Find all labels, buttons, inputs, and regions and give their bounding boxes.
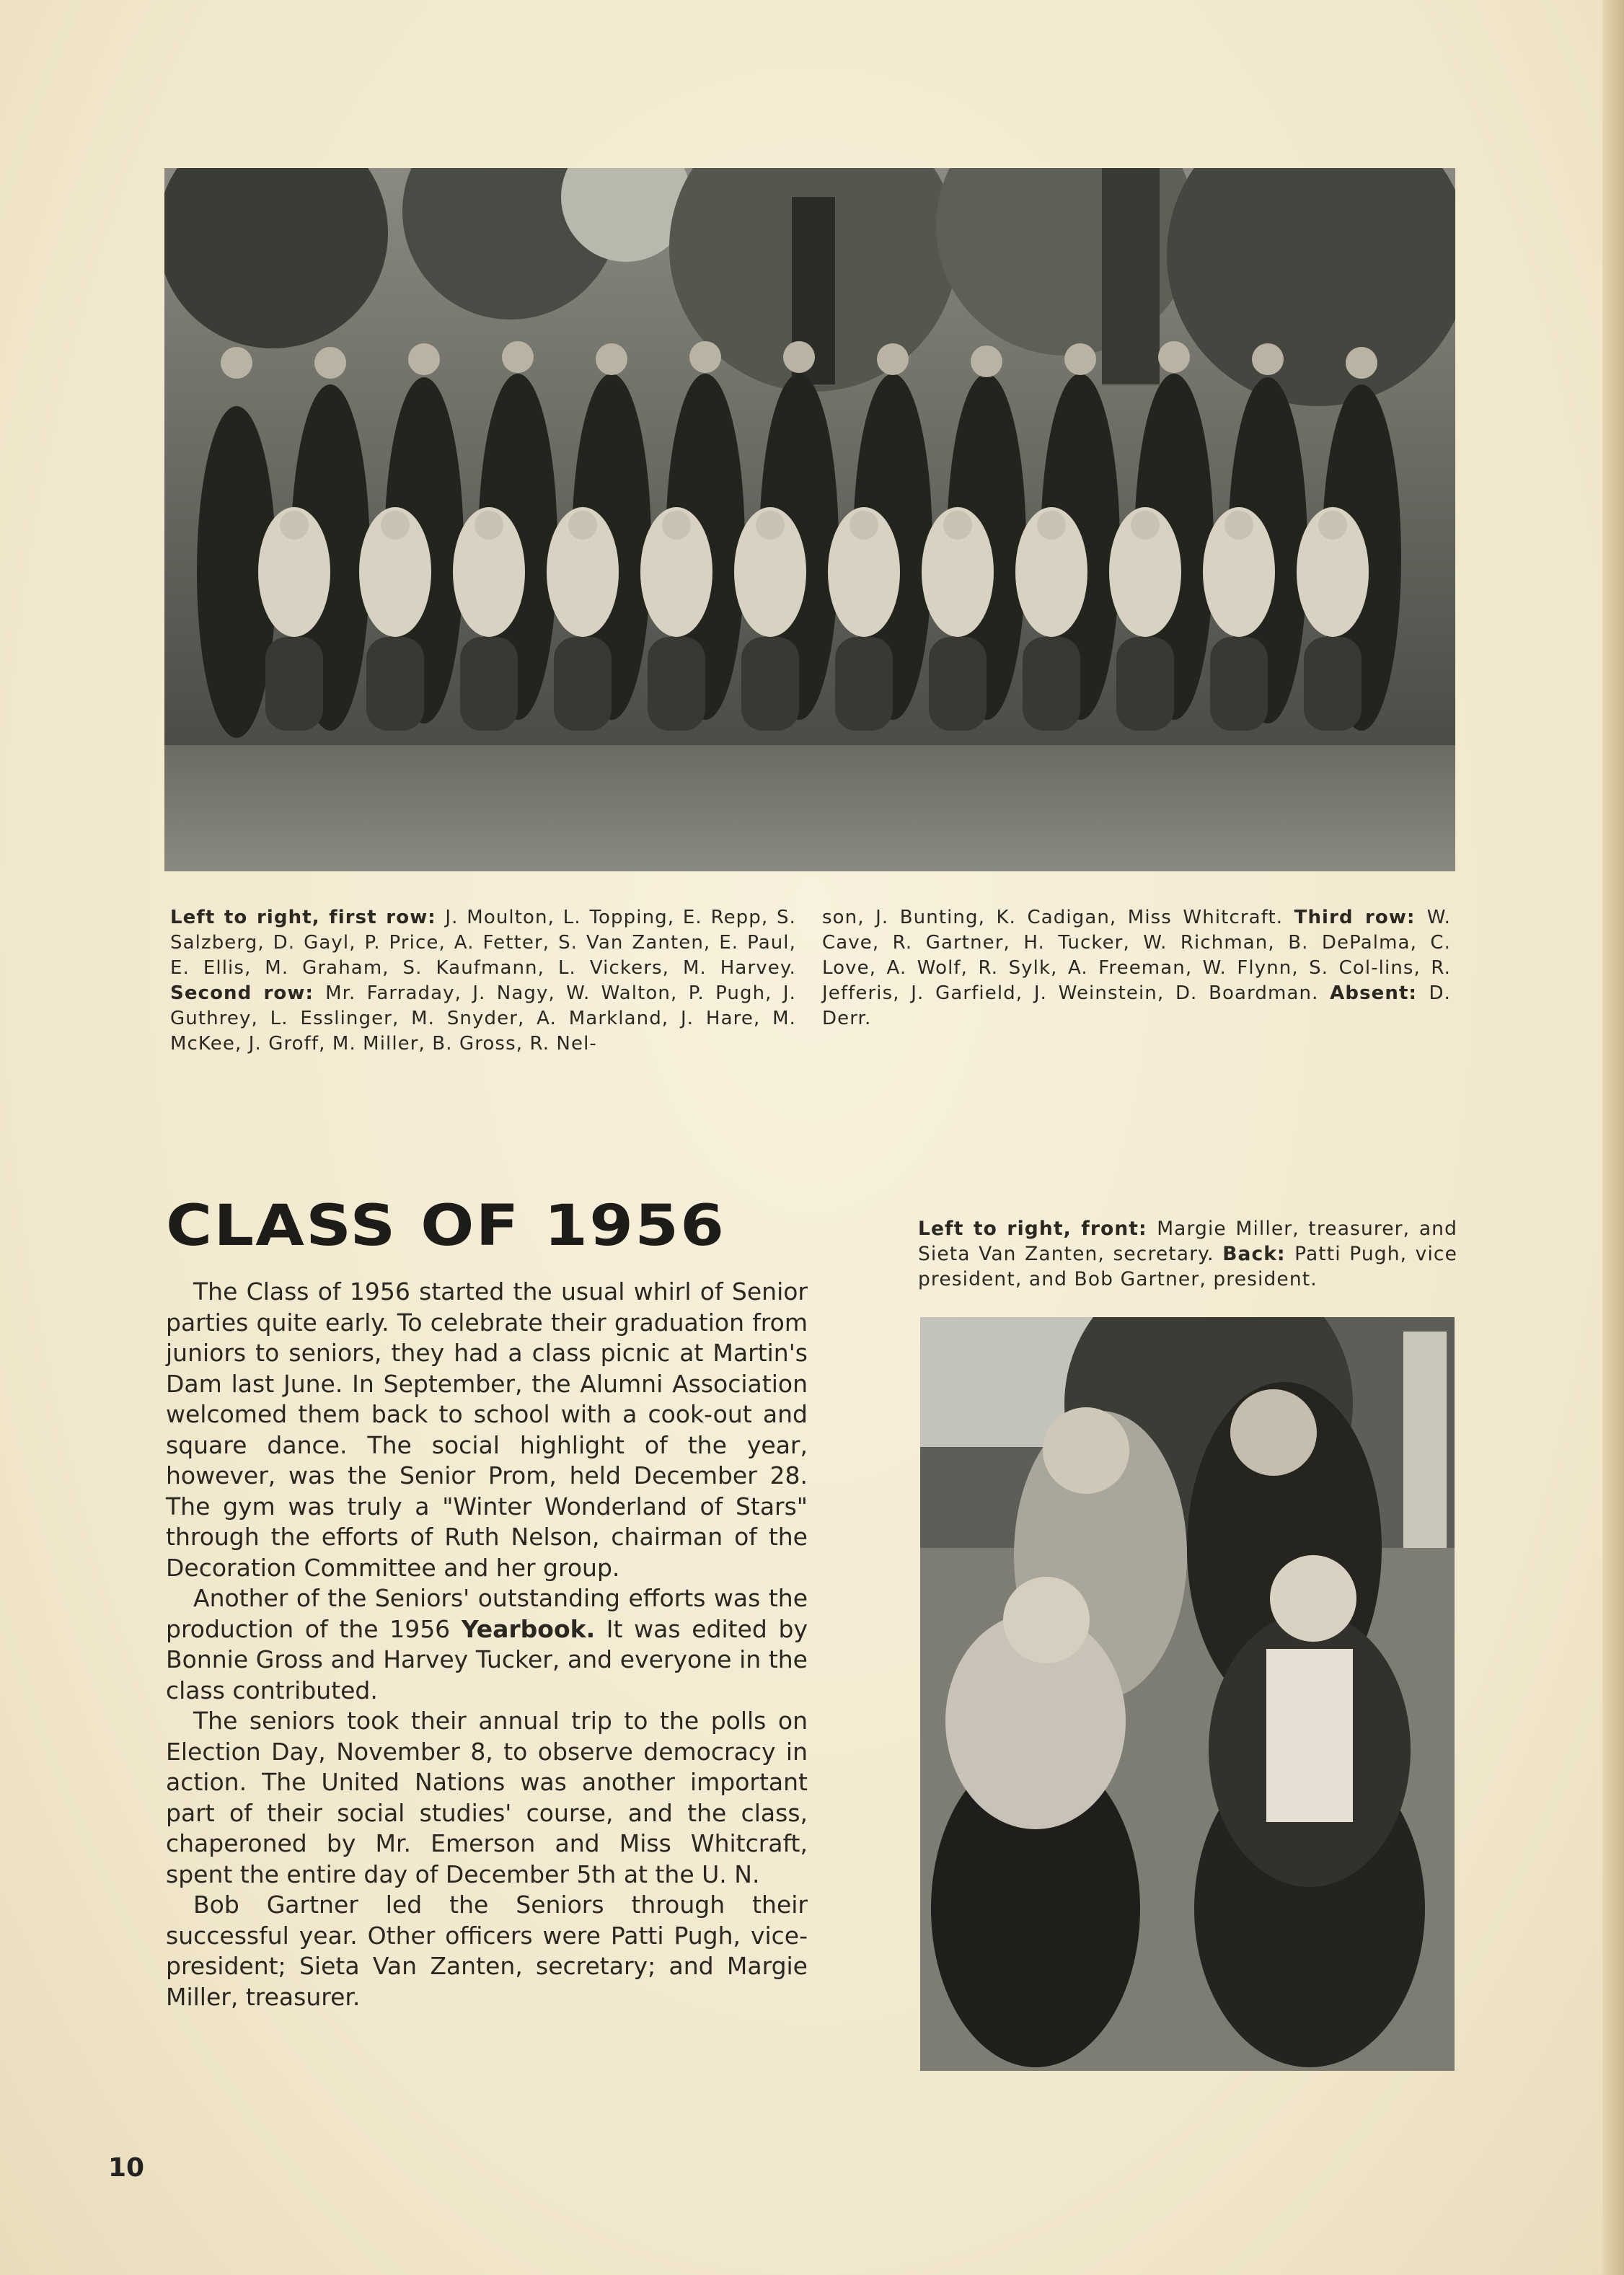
group-photo-caption-col1: Left to right, first row: J. Moulton, L. Topping, E. Repp, S. Salzberg, D. Gayl, P. Price, A. Fetter, S. Van Zanten, E. Paul, E. Ellis, M. Graham, S. Kaufmann, L. Vickers, M. Harvey. Second row: Mr. Farraday, J. Nagy, W. Walton, P. Pugh, J. Guthrey, L. Esslinger, M. Snyder, A. Markland, J. Hare, M. McKee, J. Groff, M. Miller, B. Gross, R. Nel- — [170, 907, 796, 1055]
officers-photo — [920, 1317, 1455, 2071]
article-paragraph: Another of the Seniors' outstanding efforts was the production of the 1956 Yearbook. It was edited by Bonnie Gross and Harvey Tucker, and everyone in the class contributed. — [166, 1584, 808, 1704]
article-paragraph: Bob Gartner led the Seniors through their successful year. Other officers were Patti Pugh, vice-president; Sieta Van Zanten, secretary; and Margie Miller, treasurer. — [166, 1891, 808, 2011]
officers-photo-caption: Left to right, front: Margie Miller, treasurer, and Sieta Van Zanten, secretary. Back: Patti Pugh, vice president, and Bob Gartner, president. — [918, 1218, 1458, 1290]
bold-label: Left to right, front: — [918, 1218, 1157, 1240]
bold-label: Third row: — [1294, 907, 1427, 928]
page-edge-shadow — [1602, 0, 1624, 2275]
article-heading: CLASS OF 1956 — [166, 1194, 726, 1259]
group-photo — [164, 168, 1455, 871]
article-body — [166, 1277, 808, 2012]
bold-label: Left to right, first row: — [170, 907, 446, 928]
bold-label: Yearbook. — [461, 1614, 596, 1643]
group-photo-caption-col2: son, J. Bunting, K. Cadigan, Miss Whitcraft. Third row: W. Cave, R. Gartner, H. Tucker, W. Richman, B. DePalma, C. Love, A. Wolf, R. Sylk, A. Freeman, W. Flynn, S. Col-lins, R. Jefferis, J. Garfield, J. Weinstein, D. Boardman. Absent: D. Derr. — [822, 907, 1451, 1029]
bold-label: Second row: — [170, 982, 326, 1004]
article-paragraph: The seniors took their annual trip to the polls on Election Day, November 8, to observe democracy in action. The United Nations was another important part of their social studies' course, and the class, chaperoned by Mr. Emerson and Miss Whitcraft, spent the entire day of December 5th at the U. N. — [166, 1707, 808, 1888]
page-number: 10 — [108, 2153, 145, 2183]
bold-label: Absent: — [1330, 982, 1429, 1004]
bold-label: Back: — [1222, 1243, 1295, 1265]
article-paragraph: The Class of 1956 started the usual whirl of Senior parties quite early. To celebrate their graduation from juniors to seniors, they had a class picnic at Martin's Dam last June. In September, the Alumni Association welcomed them back to school with a cook-out and square dance. The social highlight of the year, however, was the Senior Prom, held December 28. The gym was truly a "Winter Wonderland of Stars" through the efforts of Ruth Nelson, chairman of the Decoration Committee and her group. — [166, 1277, 808, 1582]
